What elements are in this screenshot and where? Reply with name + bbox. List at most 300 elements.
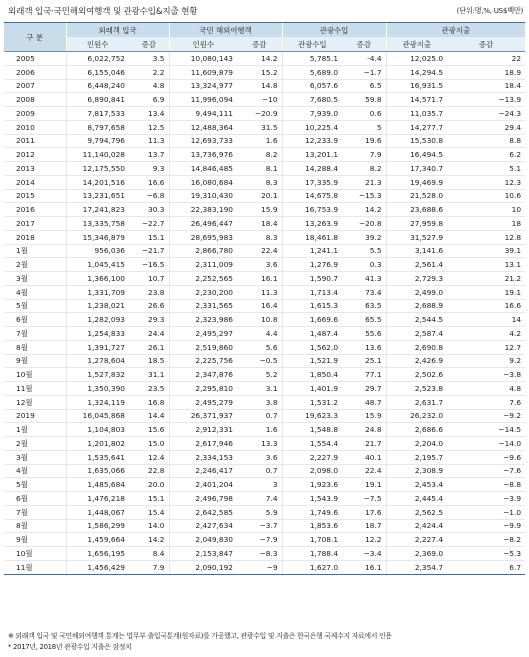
table-cell: 13.3 — [237, 437, 282, 451]
table-cell: 16,045,868 — [66, 409, 129, 423]
table-cell: −7.5 — [342, 492, 386, 506]
table-cell: 1,201,802 — [66, 437, 129, 451]
table-cell: 18,461.8 — [282, 230, 342, 244]
footnote: ※ 외래객 입국 및 국민해외여행객 통계는 법무부 출입국통계(원자료)를 가공했고, 관광수입 및 지출은 한국은행 국제수지 자료에서 인용 — [8, 632, 392, 640]
table-cell: 29.7 — [342, 382, 386, 396]
table-cell: 2,227.9 — [282, 450, 342, 464]
table-cell: 1,254,833 — [66, 327, 129, 341]
table-cell: 6.7 — [447, 560, 525, 574]
table-cell: 15,530.8 — [386, 134, 447, 148]
table-cell: 1,656,195 — [66, 547, 129, 561]
table-cell: 4.2 — [447, 327, 525, 341]
table-cell: −21.7 — [129, 244, 169, 258]
table-cell: 5.6 — [237, 340, 282, 354]
table-cell: 13.1 — [447, 258, 525, 272]
table-cell: 18 — [447, 217, 525, 231]
row-label: 12월 — [4, 395, 66, 409]
table-cell: 1,713.4 — [282, 285, 342, 299]
table-cell: 4.8 — [129, 79, 169, 93]
table-cell: −14.0 — [447, 437, 525, 451]
row-label: 2018 — [4, 230, 66, 244]
table-cell: 11.3 — [237, 285, 282, 299]
table-cell: 2,323,986 — [169, 313, 237, 327]
row-label: 8월 — [4, 340, 66, 354]
table-cell: 14.2 — [237, 52, 282, 66]
table-cell: 26,371,937 — [169, 409, 237, 423]
table-cell: 12.8 — [447, 230, 525, 244]
table-cell: 2,424.4 — [386, 519, 447, 533]
table-cell: 2,523.8 — [386, 382, 447, 396]
table-cell: 10.6 — [447, 189, 525, 203]
table-cell: 1,923.6 — [282, 478, 342, 492]
table-cell: 13,324,977 — [169, 79, 237, 93]
table-cell: 31.1 — [129, 368, 169, 382]
header-sub: 증감 — [447, 37, 525, 52]
table-cell: 5.5 — [342, 244, 386, 258]
table-cell: −8.8 — [447, 478, 525, 492]
table-cell: 0.3 — [342, 258, 386, 272]
row-label: 5월 — [4, 299, 66, 313]
table-row — [4, 547, 525, 561]
table-cell: 41.3 — [342, 272, 386, 286]
table-cell: 1,635,066 — [66, 464, 129, 478]
table-row — [4, 244, 525, 258]
table-cell: 7,680.5 — [282, 93, 342, 107]
table-row — [4, 340, 525, 354]
table-cell: 17,335.9 — [282, 175, 342, 189]
row-label: 7월 — [4, 327, 66, 341]
table-cell: 2,354.7 — [386, 560, 447, 574]
table-cell: 1.6 — [237, 423, 282, 437]
table-cell: 10,225.4 — [282, 120, 342, 134]
table-cell: 15.6 — [129, 423, 169, 437]
table-cell: 15.9 — [237, 203, 282, 217]
table-cell: 16.6 — [129, 175, 169, 189]
table-cell: 3.6 — [237, 258, 282, 272]
table-cell: −7.9 — [237, 533, 282, 547]
table-cell: 18.9 — [447, 65, 525, 79]
table-row — [4, 162, 525, 176]
table-cell: −3.9 — [447, 492, 525, 506]
table-cell: 26,496,447 — [169, 217, 237, 231]
table-cell: −9.2 — [447, 409, 525, 423]
table-cell: −9 — [237, 560, 282, 574]
row-label: 9월 — [4, 533, 66, 547]
table-cell: 13,736,976 — [169, 148, 237, 162]
table-cell: 14.2 — [129, 533, 169, 547]
table-cell: −8.3 — [237, 547, 282, 561]
table-cell: −6.8 — [129, 189, 169, 203]
row-label: 8월 — [4, 519, 66, 533]
row-label: 7월 — [4, 505, 66, 519]
table-cell: 31.5 — [237, 120, 282, 134]
table-row — [4, 134, 525, 148]
table-cell: 1,749.6 — [282, 505, 342, 519]
table-cell: 29.4 — [447, 120, 525, 134]
table-cell: 15.0 — [129, 437, 169, 451]
table-cell: 1,485,684 — [66, 478, 129, 492]
table-cell: 1,708.1 — [282, 533, 342, 547]
table-cell: 22,383,190 — [169, 203, 237, 217]
table-cell: 16.6 — [447, 299, 525, 313]
table-cell: 29.3 — [129, 313, 169, 327]
table-cell: 13.7 — [129, 148, 169, 162]
table-cell: 2,252,565 — [169, 272, 237, 286]
table-cell: 2,311,009 — [169, 258, 237, 272]
table-cell: 1,448,067 — [66, 505, 129, 519]
table-cell: 14,294.5 — [386, 65, 447, 79]
table-cell: 1,366,100 — [66, 272, 129, 286]
table-cell: 9.3 — [129, 162, 169, 176]
table-cell: 2,495,279 — [169, 395, 237, 409]
table-row — [4, 505, 525, 519]
table-row — [4, 258, 525, 272]
table-cell: 48.7 — [342, 395, 386, 409]
table-cell: 1,276.9 — [282, 258, 342, 272]
table-cell: 11.3 — [129, 134, 169, 148]
table-cell: 28,695,983 — [169, 230, 237, 244]
table-cell: 2,729.3 — [386, 272, 447, 286]
table-cell: 2,401,204 — [169, 478, 237, 492]
table-cell: 2,246,417 — [169, 464, 237, 478]
table-cell: 8.2 — [237, 148, 282, 162]
table-row — [4, 395, 525, 409]
table-cell: 11,996,094 — [169, 93, 237, 107]
table-cell: 14 — [447, 313, 525, 327]
table-cell: 9.2 — [447, 354, 525, 368]
table-cell: 14,571.7 — [386, 93, 447, 107]
row-label: 2008 — [4, 93, 66, 107]
table-cell: 15.9 — [342, 409, 386, 423]
table-cell: 2,427,634 — [169, 519, 237, 533]
header-sub: 증감 — [237, 37, 282, 52]
table-cell: −1.0 — [447, 505, 525, 519]
table-cell: 12,025.0 — [386, 52, 447, 66]
table-cell: 25.1 — [342, 354, 386, 368]
table-cell: 16.8 — [129, 395, 169, 409]
table-cell: 3,141.6 — [386, 244, 447, 258]
table-cell: 2,617,946 — [169, 437, 237, 451]
table-row — [4, 230, 525, 244]
table-cell: 1,282,093 — [66, 313, 129, 327]
table-cell: 30.3 — [129, 203, 169, 217]
table-row — [4, 272, 525, 286]
header-sub: 관광수입 — [282, 37, 342, 52]
table-cell: 14,277.7 — [386, 120, 447, 134]
table-cell: 12.4 — [129, 450, 169, 464]
table-cell: 21,528.0 — [386, 189, 447, 203]
table-cell: 0.6 — [342, 107, 386, 121]
table-cell: 55.6 — [342, 327, 386, 341]
table-cell: 8.3 — [237, 230, 282, 244]
table-cell: 6,057.6 — [282, 79, 342, 93]
row-label: 11월 — [4, 560, 66, 574]
table-cell: 19,623.3 — [282, 409, 342, 423]
table-row — [4, 519, 525, 533]
row-label: 2012 — [4, 148, 66, 162]
table-cell: 14.8 — [237, 79, 282, 93]
table-cell: 14.4 — [129, 409, 169, 423]
row-label: 1월 — [4, 423, 66, 437]
table-cell: 13.4 — [129, 107, 169, 121]
table-cell: −5.3 — [447, 547, 525, 561]
table-cell: 19.1 — [447, 285, 525, 299]
table-cell: 2,049,830 — [169, 533, 237, 547]
table-body — [4, 52, 525, 575]
table-cell: 7.9 — [129, 560, 169, 574]
table-cell: −8.2 — [447, 533, 525, 547]
table-cell: 8.4 — [129, 547, 169, 561]
table-cell: 18.5 — [129, 354, 169, 368]
table-cell: −20.8 — [342, 217, 386, 231]
table-cell: 13.6 — [342, 340, 386, 354]
table-cell: 21.3 — [342, 175, 386, 189]
table-cell: 12.2 — [342, 533, 386, 547]
row-label: 6월 — [4, 313, 66, 327]
row-label: 1월 — [4, 244, 66, 258]
table-cell: 1,350,390 — [66, 382, 129, 396]
table-cell: 11,035.7 — [386, 107, 447, 121]
table-cell: 14.2 — [342, 203, 386, 217]
table-row — [4, 285, 525, 299]
table-cell: 10 — [447, 203, 525, 217]
table-cell: 9,494,111 — [169, 107, 237, 121]
table-cell: 14,201,516 — [66, 175, 129, 189]
table-cell: 1,548.8 — [282, 423, 342, 437]
table-cell: 6.9 — [129, 93, 169, 107]
table-cell: 2,519,860 — [169, 340, 237, 354]
table-cell: 2,204.0 — [386, 437, 447, 451]
table-cell: 2,502.6 — [386, 368, 447, 382]
table-cell: 5.1 — [447, 162, 525, 176]
row-label: 6월 — [4, 492, 66, 506]
table-cell: 1,521.9 — [282, 354, 342, 368]
row-label: 11월 — [4, 382, 66, 396]
table-cell: 1,850.4 — [282, 368, 342, 382]
table-cell: 14.0 — [129, 519, 169, 533]
table-cell: 3 — [237, 478, 282, 492]
row-label: 2월 — [4, 258, 66, 272]
table-cell: 26,232.0 — [386, 409, 447, 423]
table-cell: 2,445.4 — [386, 492, 447, 506]
table-row — [4, 93, 525, 107]
row-label: 2월 — [4, 437, 66, 451]
table-row — [4, 492, 525, 506]
table-cell: 73.4 — [342, 285, 386, 299]
footnote: * 2017년, 2018년 관광수입 지출은 잠정치 — [8, 642, 132, 651]
table-cell: 2,347,876 — [169, 368, 237, 382]
table-cell: 39.1 — [447, 244, 525, 258]
table-cell: 956,036 — [66, 244, 129, 258]
row-label: 3월 — [4, 450, 66, 464]
table-cell: 2,308.9 — [386, 464, 447, 478]
table-cell: 2,295,810 — [169, 382, 237, 396]
table-cell: 2,496,798 — [169, 492, 237, 506]
row-label: 2013 — [4, 162, 66, 176]
table-cell: −0.5 — [237, 354, 282, 368]
table-cell: 12,233.9 — [282, 134, 342, 148]
row-label: 2006 — [4, 65, 66, 79]
table-cell: 16.1 — [237, 272, 282, 286]
table-cell: 3.1 — [237, 382, 282, 396]
table-cell: −3.8 — [447, 368, 525, 382]
table-cell: 2,631.7 — [386, 395, 447, 409]
table-cell: −3.7 — [237, 519, 282, 533]
table-cell: 1,562.0 — [282, 340, 342, 354]
row-label: 3월 — [4, 272, 66, 286]
table-cell: 7.4 — [237, 492, 282, 506]
table-cell: 40.1 — [342, 450, 386, 464]
table-cell: 17,340.7 — [386, 162, 447, 176]
row-label: 10월 — [4, 547, 66, 561]
table-cell: 1,615.3 — [282, 299, 342, 313]
table-row — [4, 79, 525, 93]
table-cell: 2,369.0 — [386, 547, 447, 561]
table-cell: −9.6 — [447, 450, 525, 464]
table-cell: 16,080,684 — [169, 175, 237, 189]
table-cell: 14,846,485 — [169, 162, 237, 176]
table-cell: 3.8 — [237, 395, 282, 409]
table-cell: 19.6 — [342, 134, 386, 148]
table-cell: 1,590.7 — [282, 272, 342, 286]
table-cell: 14,675.8 — [282, 189, 342, 203]
table-row — [4, 533, 525, 547]
table-cell: 13,263.9 — [282, 217, 342, 231]
table-cell: 16.1 — [342, 560, 386, 574]
table-cell: 1,627.0 — [282, 560, 342, 574]
table-cell: 8,797,658 — [66, 120, 129, 134]
table-cell: 1,391,727 — [66, 340, 129, 354]
row-label: 2014 — [4, 175, 66, 189]
table-row — [4, 65, 525, 79]
table-cell: 13,335,758 — [66, 217, 129, 231]
table-cell: 21.2 — [447, 272, 525, 286]
table-cell: 1,104,803 — [66, 423, 129, 437]
table-cell: 16,931.5 — [386, 79, 447, 93]
row-label: 9월 — [4, 354, 66, 368]
table-cell: 2,230,200 — [169, 285, 237, 299]
row-label: 2011 — [4, 134, 66, 148]
table-cell: 1,535,641 — [66, 450, 129, 464]
table-cell: 23,688.6 — [386, 203, 447, 217]
table-cell: 6.5 — [342, 79, 386, 93]
table-cell: 0.7 — [237, 409, 282, 423]
header-group-expenditure: 관광지출 — [386, 23, 525, 38]
row-label: 4월 — [4, 285, 66, 299]
table-cell: 5.2 — [237, 368, 282, 382]
table-cell: 1,241.1 — [282, 244, 342, 258]
table-cell: 2,453.4 — [386, 478, 447, 492]
table-cell: 23.5 — [129, 382, 169, 396]
table-cell: 2,495,297 — [169, 327, 237, 341]
header-sub: 인원수 — [66, 37, 129, 52]
table-cell: 1,853.6 — [282, 519, 342, 533]
row-label: 2019 — [4, 409, 66, 423]
table-cell: 15.1 — [129, 492, 169, 506]
table-cell: 5,785.1 — [282, 52, 342, 66]
table-cell: −1.7 — [342, 65, 386, 79]
table-cell: 12.3 — [447, 175, 525, 189]
table-cell: 27,959.8 — [386, 217, 447, 231]
table-cell: 2,090,192 — [169, 560, 237, 574]
table-row — [4, 560, 525, 574]
table-cell: 16.4 — [237, 299, 282, 313]
table-cell: 6,448,240 — [66, 79, 129, 93]
table-cell: 1,324,119 — [66, 395, 129, 409]
table-cell: 26.1 — [129, 340, 169, 354]
header-sub: 인원수 — [169, 37, 237, 52]
table-cell: 6,890,841 — [66, 93, 129, 107]
table-cell: −10 — [237, 93, 282, 107]
table-cell: 3.6 — [237, 450, 282, 464]
table-cell: 5 — [342, 120, 386, 134]
table-cell: 6,155,046 — [66, 65, 129, 79]
table-cell: 19,310,430 — [169, 189, 237, 203]
table-cell: 1,669.6 — [282, 313, 342, 327]
table-cell: 17.6 — [342, 505, 386, 519]
table-cell: 1.6 — [237, 134, 282, 148]
table-cell: 2,686.6 — [386, 423, 447, 437]
row-label: 2015 — [4, 189, 66, 203]
table-cell: 16,753.9 — [282, 203, 342, 217]
table-cell: 1,531.2 — [282, 395, 342, 409]
table-cell: 7.6 — [447, 395, 525, 409]
table-row — [4, 217, 525, 231]
table-cell: 2,690.8 — [386, 340, 447, 354]
table-cell: −7.6 — [447, 464, 525, 478]
table-row — [4, 148, 525, 162]
table-row — [4, 175, 525, 189]
table-cell: 1,586,299 — [66, 519, 129, 533]
table-cell: 12,175,550 — [66, 162, 129, 176]
header-category: 구 분 — [4, 23, 66, 52]
table-cell: 77.1 — [342, 368, 386, 382]
table-cell: 2,912,331 — [169, 423, 237, 437]
header-sub: 증감 — [342, 37, 386, 52]
row-label: 2016 — [4, 203, 66, 217]
table-cell: 1,487.4 — [282, 327, 342, 341]
table-cell: 2,225,756 — [169, 354, 237, 368]
table-cell: −3.4 — [342, 547, 386, 561]
table-cell: 1,788.4 — [282, 547, 342, 561]
row-label: 2017 — [4, 217, 66, 231]
table-cell: −24.3 — [447, 107, 525, 121]
table-cell: 11,140,028 — [66, 148, 129, 162]
table-row — [4, 450, 525, 464]
table-cell: 7,939.0 — [282, 107, 342, 121]
table-row — [4, 203, 525, 217]
header-sub: 증감 — [129, 37, 169, 52]
table-cell: 2,098.0 — [282, 464, 342, 478]
table-cell: 11,609,879 — [169, 65, 237, 79]
table-cell: 15.1 — [129, 230, 169, 244]
table-cell: 12,693,733 — [169, 134, 237, 148]
table-cell: 12.5 — [129, 120, 169, 134]
table-row — [4, 354, 525, 368]
table-cell: 2.2 — [129, 65, 169, 79]
table-row — [4, 313, 525, 327]
table-row — [4, 299, 525, 313]
table-cell: 15.4 — [129, 505, 169, 519]
table-cell: 10.8 — [237, 313, 282, 327]
table-cell: 7.9 — [342, 148, 386, 162]
table-cell: 2,561.4 — [386, 258, 447, 272]
table-cell: 1,331,709 — [66, 285, 129, 299]
table-cell: −9.9 — [447, 519, 525, 533]
header-group-outbound: 국민 해외여행객 — [169, 23, 282, 38]
table-cell: −22.7 — [129, 217, 169, 231]
table-cell: 1,543.9 — [282, 492, 342, 506]
